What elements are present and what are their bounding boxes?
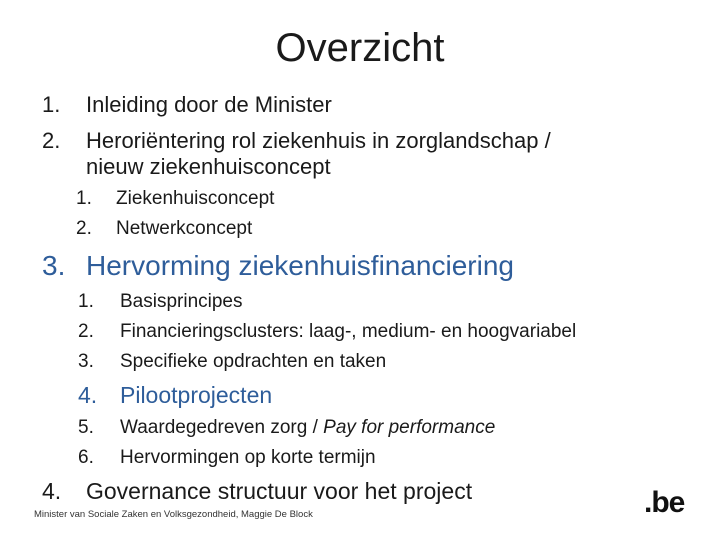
- item-3-5-number: 5.: [78, 417, 94, 438]
- item-3-2-number: 2.: [78, 321, 94, 342]
- item-2-2-number: 2.: [76, 218, 92, 239]
- item-3-1-text: Basisprincipes: [120, 291, 243, 312]
- item-3-5-text-plain: Waardegedreven zorg /: [120, 417, 324, 438]
- item-1-text: Inleiding door de Minister: [86, 92, 332, 117]
- item-4-text: Governance structuur voor het project: [86, 478, 473, 504]
- item-2-1-number: 1.: [76, 188, 92, 209]
- slide-title: Overzicht: [275, 26, 445, 70]
- item-2-continued: [86, 154, 331, 180]
- item-3-4-text: Pilootprojecten: [120, 382, 273, 408]
- item-3-5-text-italic: Pay for performance: [323, 417, 496, 438]
- item-3-2-text: Financieringsclusters: laag-, medium- en hoogvariabel: [120, 321, 577, 342]
- item-2-text-line1: Heroriëntering rol ziekenhuis in zorglandschap /: [86, 128, 551, 153]
- footer-text: Minister van Sociale Zaken en Volksgezondheid, Maggie De Block: [34, 509, 313, 520]
- item-3-4-number: 4.: [78, 382, 98, 408]
- item-3-number: 3.: [42, 250, 66, 281]
- item-3-6-number: 6.: [78, 447, 94, 468]
- item-4-number: 4.: [42, 478, 62, 504]
- item-3-6-text: Hervormingen op korte termijn: [120, 447, 376, 468]
- item-2-2-text: Netwerkconcept: [116, 218, 253, 239]
- item-3-text: Hervorming ziekenhuisfinanciering: [86, 250, 514, 281]
- item-2-text-line2: nieuw ziekenhuisconcept: [86, 154, 331, 179]
- item-1-number: 1.: [42, 92, 61, 117]
- item-3-1-number: 1.: [78, 291, 94, 312]
- item-3-3-text: Specifieke opdrachten en taken: [120, 351, 387, 372]
- item-2-number: 2.: [42, 128, 61, 153]
- item-3-3-number: 3.: [78, 351, 94, 372]
- be-logo: .be: [644, 486, 685, 519]
- item-3-5-text: [120, 416, 495, 439]
- item-2-1-text: Ziekenhuisconcept: [116, 188, 275, 209]
